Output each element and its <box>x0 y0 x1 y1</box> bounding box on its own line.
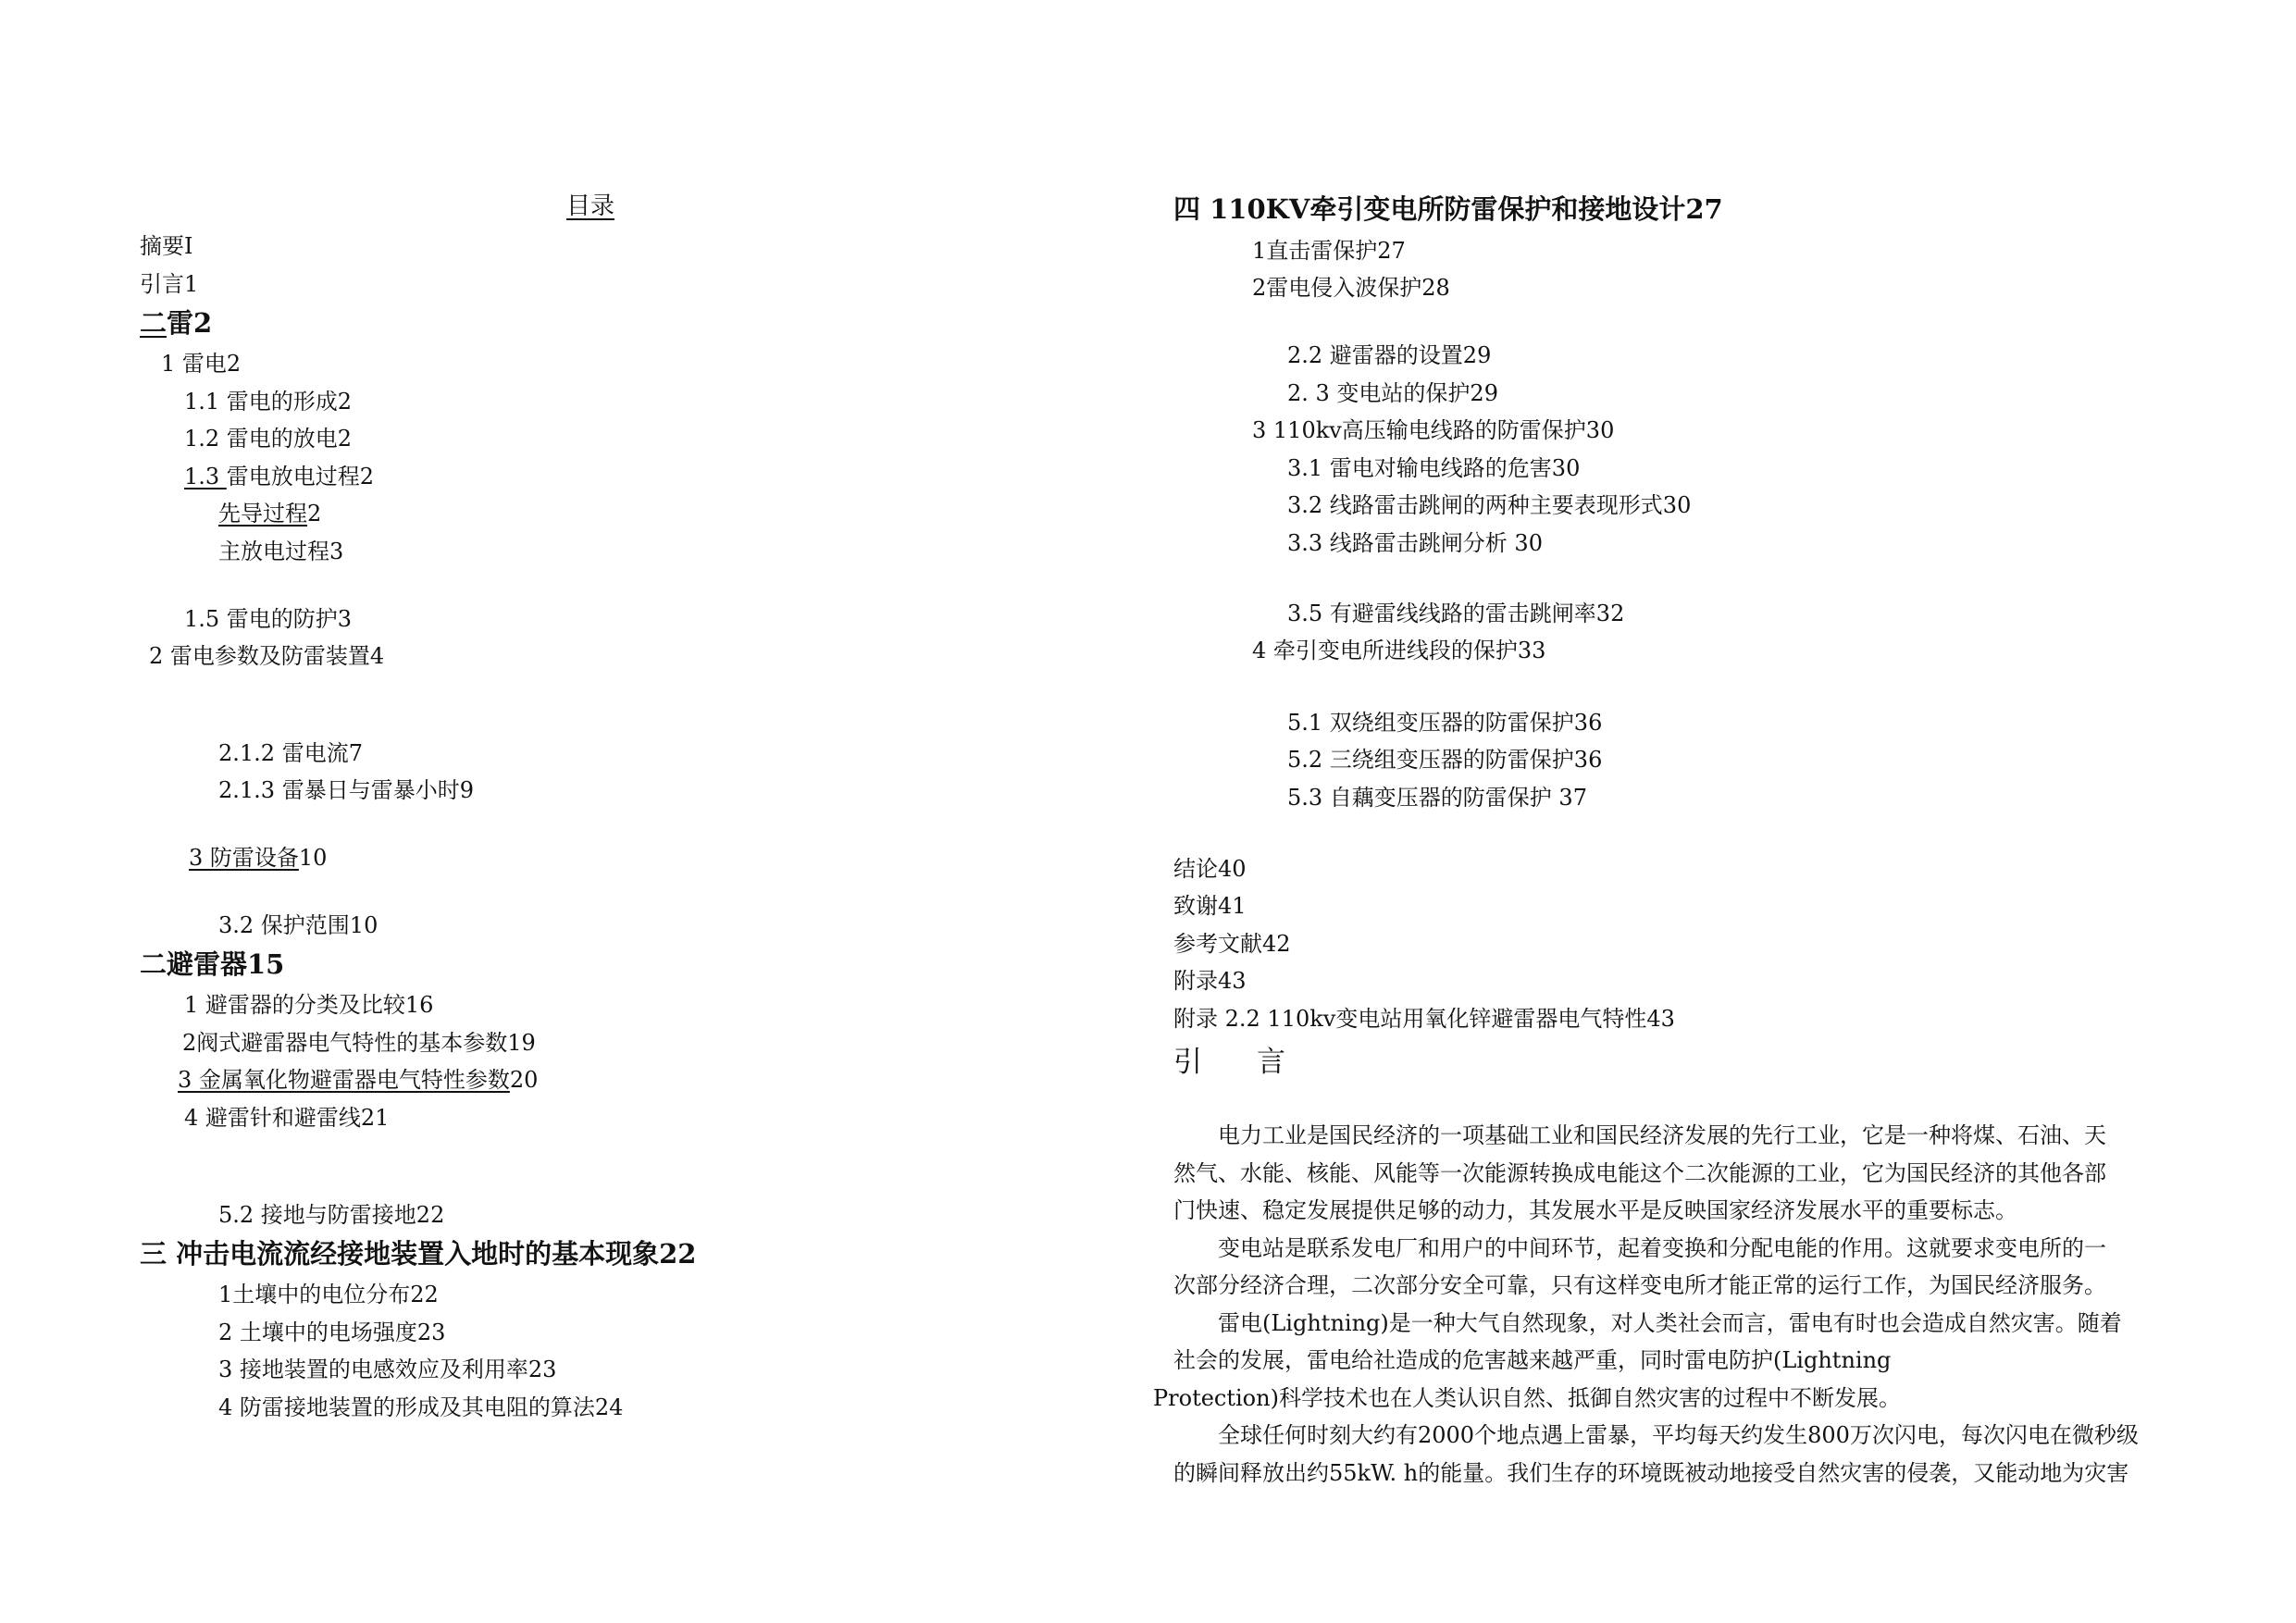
toc-entry-acknowledgement[interactable]: 致谢41 <box>1173 893 1247 919</box>
toc-entry[interactable]: 3.2 线路雷击跳闸的两种主要表现形式30 <box>1287 492 1692 518</box>
intro-line: 的瞬间释放出约55kW. h的能量。我们生存的环境既被动地接受自然灾害的侵袭，又能动地为灾害 <box>1173 1460 2129 1486</box>
toc-entry[interactable]: 2.2 避雷器的设置29 <box>1287 342 1492 368</box>
toc-entry[interactable]: 3.5 有避雷线线路的雷击跳闸率32 <box>1287 601 1625 626</box>
toc-title: 目录 <box>566 192 615 220</box>
toc-entry[interactable]: 3.3 线路雷击跳闸分析 30 <box>1287 530 1543 556</box>
intro-line: 变电站是联系发电厂和用户的中间环节，起着变换和分配电能的作用。这就要求变电所的一 <box>1218 1235 2106 1261</box>
intro-line: Protection)科学技术也在人类认识自然、抵御自然灾害的过程中不断发展。 <box>1153 1385 1901 1411</box>
toc-entry-chapter-design[interactable]: 四 110KV牵引变电所防雷保护和接地设计27 <box>1173 193 1723 225</box>
toc-entry[interactable] <box>184 463 374 490</box>
intro-heading-char-2: 言 <box>1257 1046 1287 1079</box>
toc-entry-chapter-arrester[interactable]: 二避雷器15 <box>140 948 285 980</box>
toc-entry-chapter-lightning[interactable] <box>140 307 212 339</box>
toc-entry[interactable]: 主放电过程3 <box>218 539 344 564</box>
intro-line: 雷电(Lightning)是一种大气自然现象，对人类社会而言，雷电有时也会造成自然灾害。随着 <box>1218 1310 2122 1336</box>
toc-entry-preface[interactable]: 引言1 <box>140 271 199 297</box>
toc-entry-chapter-lightning-rest: 雷2 <box>167 307 213 339</box>
toc-entry[interactable]: 3 接地装置的电感效应及利用率23 <box>218 1357 557 1382</box>
toc-entry[interactable]: 4 避雷针和避雷线21 <box>184 1105 390 1131</box>
toc-entry[interactable]: 2 土壤中的电场强度23 <box>218 1319 446 1345</box>
intro-line: 次部分经济合理，二次部分安全可靠，只有这样变电所才能正常的运行工作，为国民经济服务。 <box>1173 1272 2106 1298</box>
toc-entry-rest: 2 <box>307 501 322 527</box>
toc-entry[interactable]: 3 110kv高压输电线路的防雷保护30 <box>1252 417 1615 443</box>
toc-entry[interactable]: 2.1.2 雷电流7 <box>218 740 363 766</box>
toc-entry[interactable]: 2雷电侵入波保护28 <box>1252 275 1450 301</box>
toc-entry[interactable]: 4 牵引变电所进线段的保护33 <box>1252 638 1546 663</box>
toc-entry-references[interactable]: 参考文献42 <box>1173 931 1291 957</box>
toc-entry[interactable]: 5.1 双绕组变压器的防雷保护36 <box>1287 710 1603 736</box>
toc-entry[interactable]: 2.1.3 雷暴日与雷暴小时9 <box>218 777 474 803</box>
toc-entry-rest: 20 <box>509 1067 539 1093</box>
intro-heading-char-1: 引 <box>1173 1046 1204 1079</box>
toc-entry[interactable]: 3.2 保护范围10 <box>218 912 379 938</box>
toc-entry-conclusion[interactable]: 结论40 <box>1173 856 1247 882</box>
intro-line: 电力工业是国民经济的一项基础工业和国民经济发展的先行工业，它是一种将煤、石油、天 <box>1218 1122 2106 1148</box>
toc-entry[interactable]: 1土壤中的电位分布22 <box>218 1282 439 1307</box>
toc-entry[interactable]: 5.3 自藕变压器的防雷保护 37 <box>1287 785 1587 811</box>
toc-entry[interactable]: 5.2 接地与防雷接地22 <box>218 1202 445 1228</box>
intro-line: 门快速、稳定发展提供足够的动力，其发展水平是反映国家经济发展水平的重要标志。 <box>1173 1197 2017 1223</box>
toc-entry[interactable]: 2. 3 变电站的保护29 <box>1287 380 1498 406</box>
toc-entry[interactable]: 1 避雷器的分类及比较16 <box>184 992 434 1018</box>
toc-entry-chapter-impulse[interactable]: 三 冲击电流流经接地装置入地时的基本现象22 <box>140 1238 697 1270</box>
toc-entry-rest: 10 <box>298 845 328 871</box>
toc-entry-appendix-2-2[interactable]: 附录 2.2 110kv变电站用氧化锌避雷器电气特性43 <box>1173 1006 1675 1032</box>
toc-entry[interactable] <box>189 844 327 872</box>
toc-entry-link: 3 金属氧化物避雷器电气特性参数 <box>178 1067 510 1093</box>
toc-entry[interactable]: 3.1 雷电对输电线路的危害30 <box>1287 455 1581 481</box>
toc-entry[interactable]: 2 雷电参数及防雷装置4 <box>149 643 385 669</box>
toc-entry-rest: 雷电放电过程2 <box>226 464 375 489</box>
toc-entry[interactable]: 1 雷电2 <box>161 351 242 377</box>
intro-line: 然气、水能、核能、风能等一次能源转换成电能这个二次能源的工业，它为国民经济的其他各部 <box>1173 1160 2106 1186</box>
toc-entry[interactable]: 5.2 三绕组变压器的防雷保护36 <box>1287 747 1603 773</box>
toc-entry[interactable]: 4 防雷接地装置的形成及其电阻的算法24 <box>218 1394 624 1420</box>
toc-entry-abstract[interactable]: 摘要I <box>140 233 193 259</box>
toc-entry[interactable]: 2阀式避雷器电气特性的基本参数19 <box>182 1030 536 1056</box>
toc-entry-link: 3 防雷设备 <box>189 845 299 871</box>
intro-heading <box>1173 1044 1287 1081</box>
toc-entry[interactable] <box>218 500 321 527</box>
toc-entry-link: 1.3 <box>184 464 227 489</box>
toc-entry[interactable]: 1直击雷保护27 <box>1252 238 1406 264</box>
toc-entry[interactable]: 1.5 雷电的防护3 <box>184 606 353 632</box>
intro-line: 社会的发展，雷电给社造成的危害越来越严重，同时雷电防护(Lightning <box>1173 1347 1892 1373</box>
toc-entry-link: 先导过程 <box>218 501 307 527</box>
toc-entry[interactable]: 1.1 雷电的形成2 <box>184 389 353 415</box>
toc-entry[interactable] <box>178 1066 538 1094</box>
intro-line: 全球任何时刻大约有2000个地点遇上雷暴，平均每天约发生800万次闪电，每次闪电在微秒级 <box>1218 1422 2139 1448</box>
toc-entry-chapter-lightning-prefix: 二 <box>140 307 168 339</box>
toc-entry[interactable]: 1.2 雷电的放电2 <box>184 426 353 452</box>
toc-entry-appendix[interactable]: 附录43 <box>1173 968 1247 994</box>
